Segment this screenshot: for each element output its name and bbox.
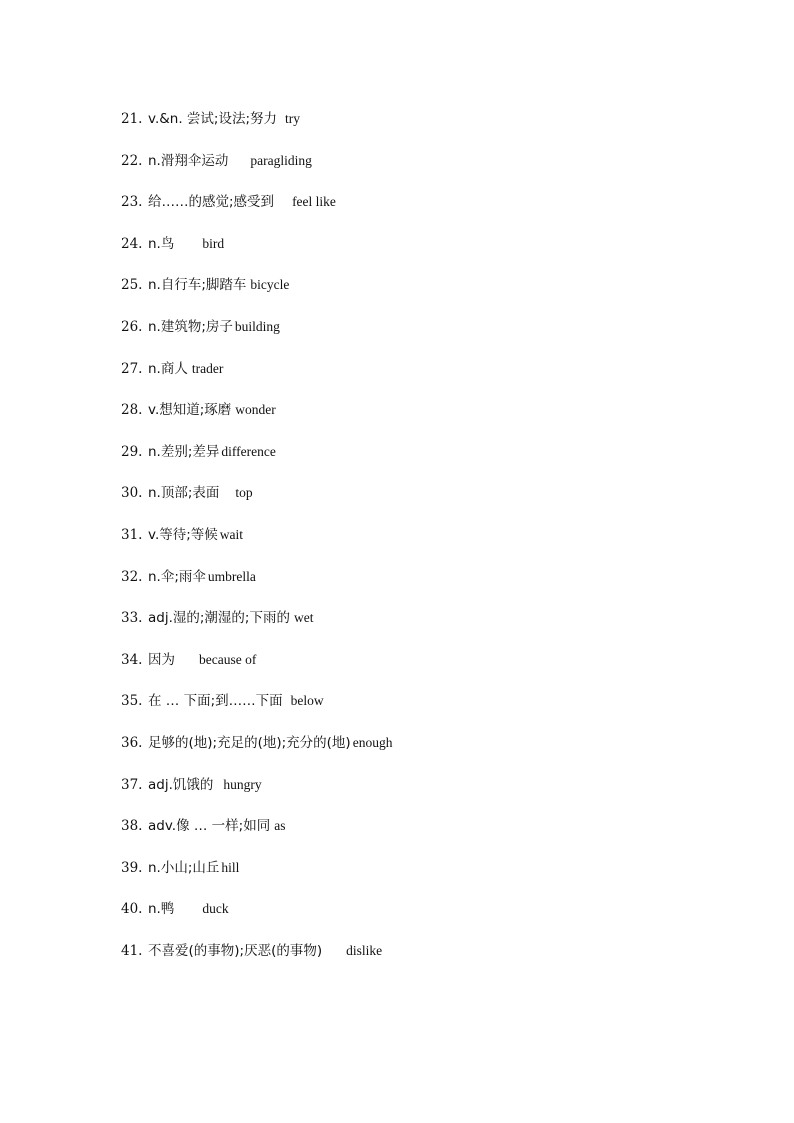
entry-number: 40. [121, 901, 143, 918]
vocab-entry [121, 607, 741, 649]
entry-word: top [235, 485, 253, 501]
entry-definition: n.顶部;表面 [148, 485, 220, 502]
vocab-entry [121, 150, 741, 192]
entry-number: 32. [121, 568, 143, 585]
entry-number: 26. [121, 318, 143, 335]
entry-word: wait [219, 526, 244, 542]
entry-word: bicycle [250, 277, 290, 293]
entry-definition: n.建筑物;房子 [148, 318, 233, 335]
entry-definition: 足够的(地);充足的(地);充分的(地) [148, 734, 351, 751]
entry-number: 23. [121, 194, 143, 211]
entry-definition: 给……的感觉;感受到 [148, 194, 275, 211]
entry-definition: adv.像 … 一样;如同 [148, 818, 271, 835]
entry-word: feel like [292, 194, 336, 210]
vocab-entry [121, 732, 741, 774]
entry-word: duck [202, 901, 229, 917]
entry-number: 30. [121, 485, 143, 502]
entry-definition: 不喜爱(的事物);厌恶(的事物) [148, 942, 323, 959]
vocab-entry [121, 191, 741, 233]
entry-definition: 因为 [148, 651, 175, 668]
entry-definition: v.等待;等候 [148, 526, 218, 543]
entry-number: 41. [121, 942, 143, 959]
entry-word: wet [293, 610, 314, 626]
entry-definition: n.鸟 [148, 235, 175, 252]
vocab-entry [121, 108, 741, 150]
entry-word: building [234, 318, 280, 334]
vocab-entry [121, 274, 741, 316]
entry-number: 29. [121, 443, 143, 460]
entry-word: below [290, 693, 324, 709]
entry-number: 22. [121, 152, 143, 169]
vocab-entry [121, 940, 741, 982]
vocab-entry [121, 898, 741, 940]
entry-word: paragliding [250, 152, 312, 168]
entry-number: 36. [121, 734, 143, 751]
entry-word: as [274, 818, 286, 834]
entry-definition: n.商人 [148, 360, 188, 377]
entry-word: because of [199, 651, 257, 667]
entry-definition: n.差别;差异 [148, 443, 220, 460]
entry-definition: 在 … 下面;到……下面 [148, 693, 283, 710]
entry-word: try [285, 111, 300, 126]
entry-word: umbrella [207, 568, 256, 584]
entry-word: enough [352, 734, 393, 750]
vocab-entry [121, 316, 741, 358]
vocab-entry [121, 566, 741, 608]
entry-number: 34. [121, 651, 143, 668]
vocab-entry [121, 649, 741, 691]
entry-number: 33. [121, 610, 143, 627]
entry-number: 25. [121, 277, 143, 294]
entry-number: 37. [121, 776, 143, 793]
entry-word: bird [202, 235, 225, 251]
entry-word: hungry [223, 776, 262, 792]
entry-definition: n.伞;雨伞 [148, 568, 206, 585]
vocab-entry [121, 690, 741, 732]
vocab-entry [121, 358, 741, 400]
entry-number: 38. [121, 818, 143, 835]
vocabulary-list [121, 108, 741, 981]
vocab-entry [121, 774, 741, 816]
entry-word: wonder [235, 402, 276, 418]
entry-word: trader [191, 360, 224, 376]
entry-number: 31. [121, 526, 143, 543]
entry-number: 39. [121, 859, 143, 876]
entry-definition: n.小山;山丘 [148, 859, 220, 876]
vocab-entry [121, 482, 741, 524]
vocab-entry [121, 399, 741, 441]
vocab-entry [121, 815, 741, 857]
entry-number: 27. [121, 360, 143, 377]
entry-number: 28. [121, 402, 143, 419]
entry-definition: n.鸭 [148, 901, 175, 918]
entry-definition: v.想知道;琢磨 [148, 402, 232, 419]
entry-number: 24. [121, 235, 143, 252]
vocab-entry [121, 441, 741, 483]
entry-number: 35. [121, 693, 143, 710]
entry-word: hill [221, 859, 240, 875]
entry-word: difference [221, 443, 276, 459]
entry-definition: n.自行车;脚踏车 [148, 277, 247, 294]
entry-definition: adj.湿的;潮湿的;下雨的 [148, 610, 290, 627]
vocab-entry [121, 857, 741, 899]
entry-number: 21. [121, 111, 143, 127]
entry-definition: adj.饥饿的 [148, 776, 214, 793]
entry-word: dislike [346, 942, 383, 958]
entry-definition: n.滑翔伞运动 [148, 152, 229, 169]
entry-definition: v.&n. 尝试;设法;努力 [148, 111, 277, 127]
vocab-entry [121, 233, 741, 275]
vocab-entry [121, 524, 741, 566]
